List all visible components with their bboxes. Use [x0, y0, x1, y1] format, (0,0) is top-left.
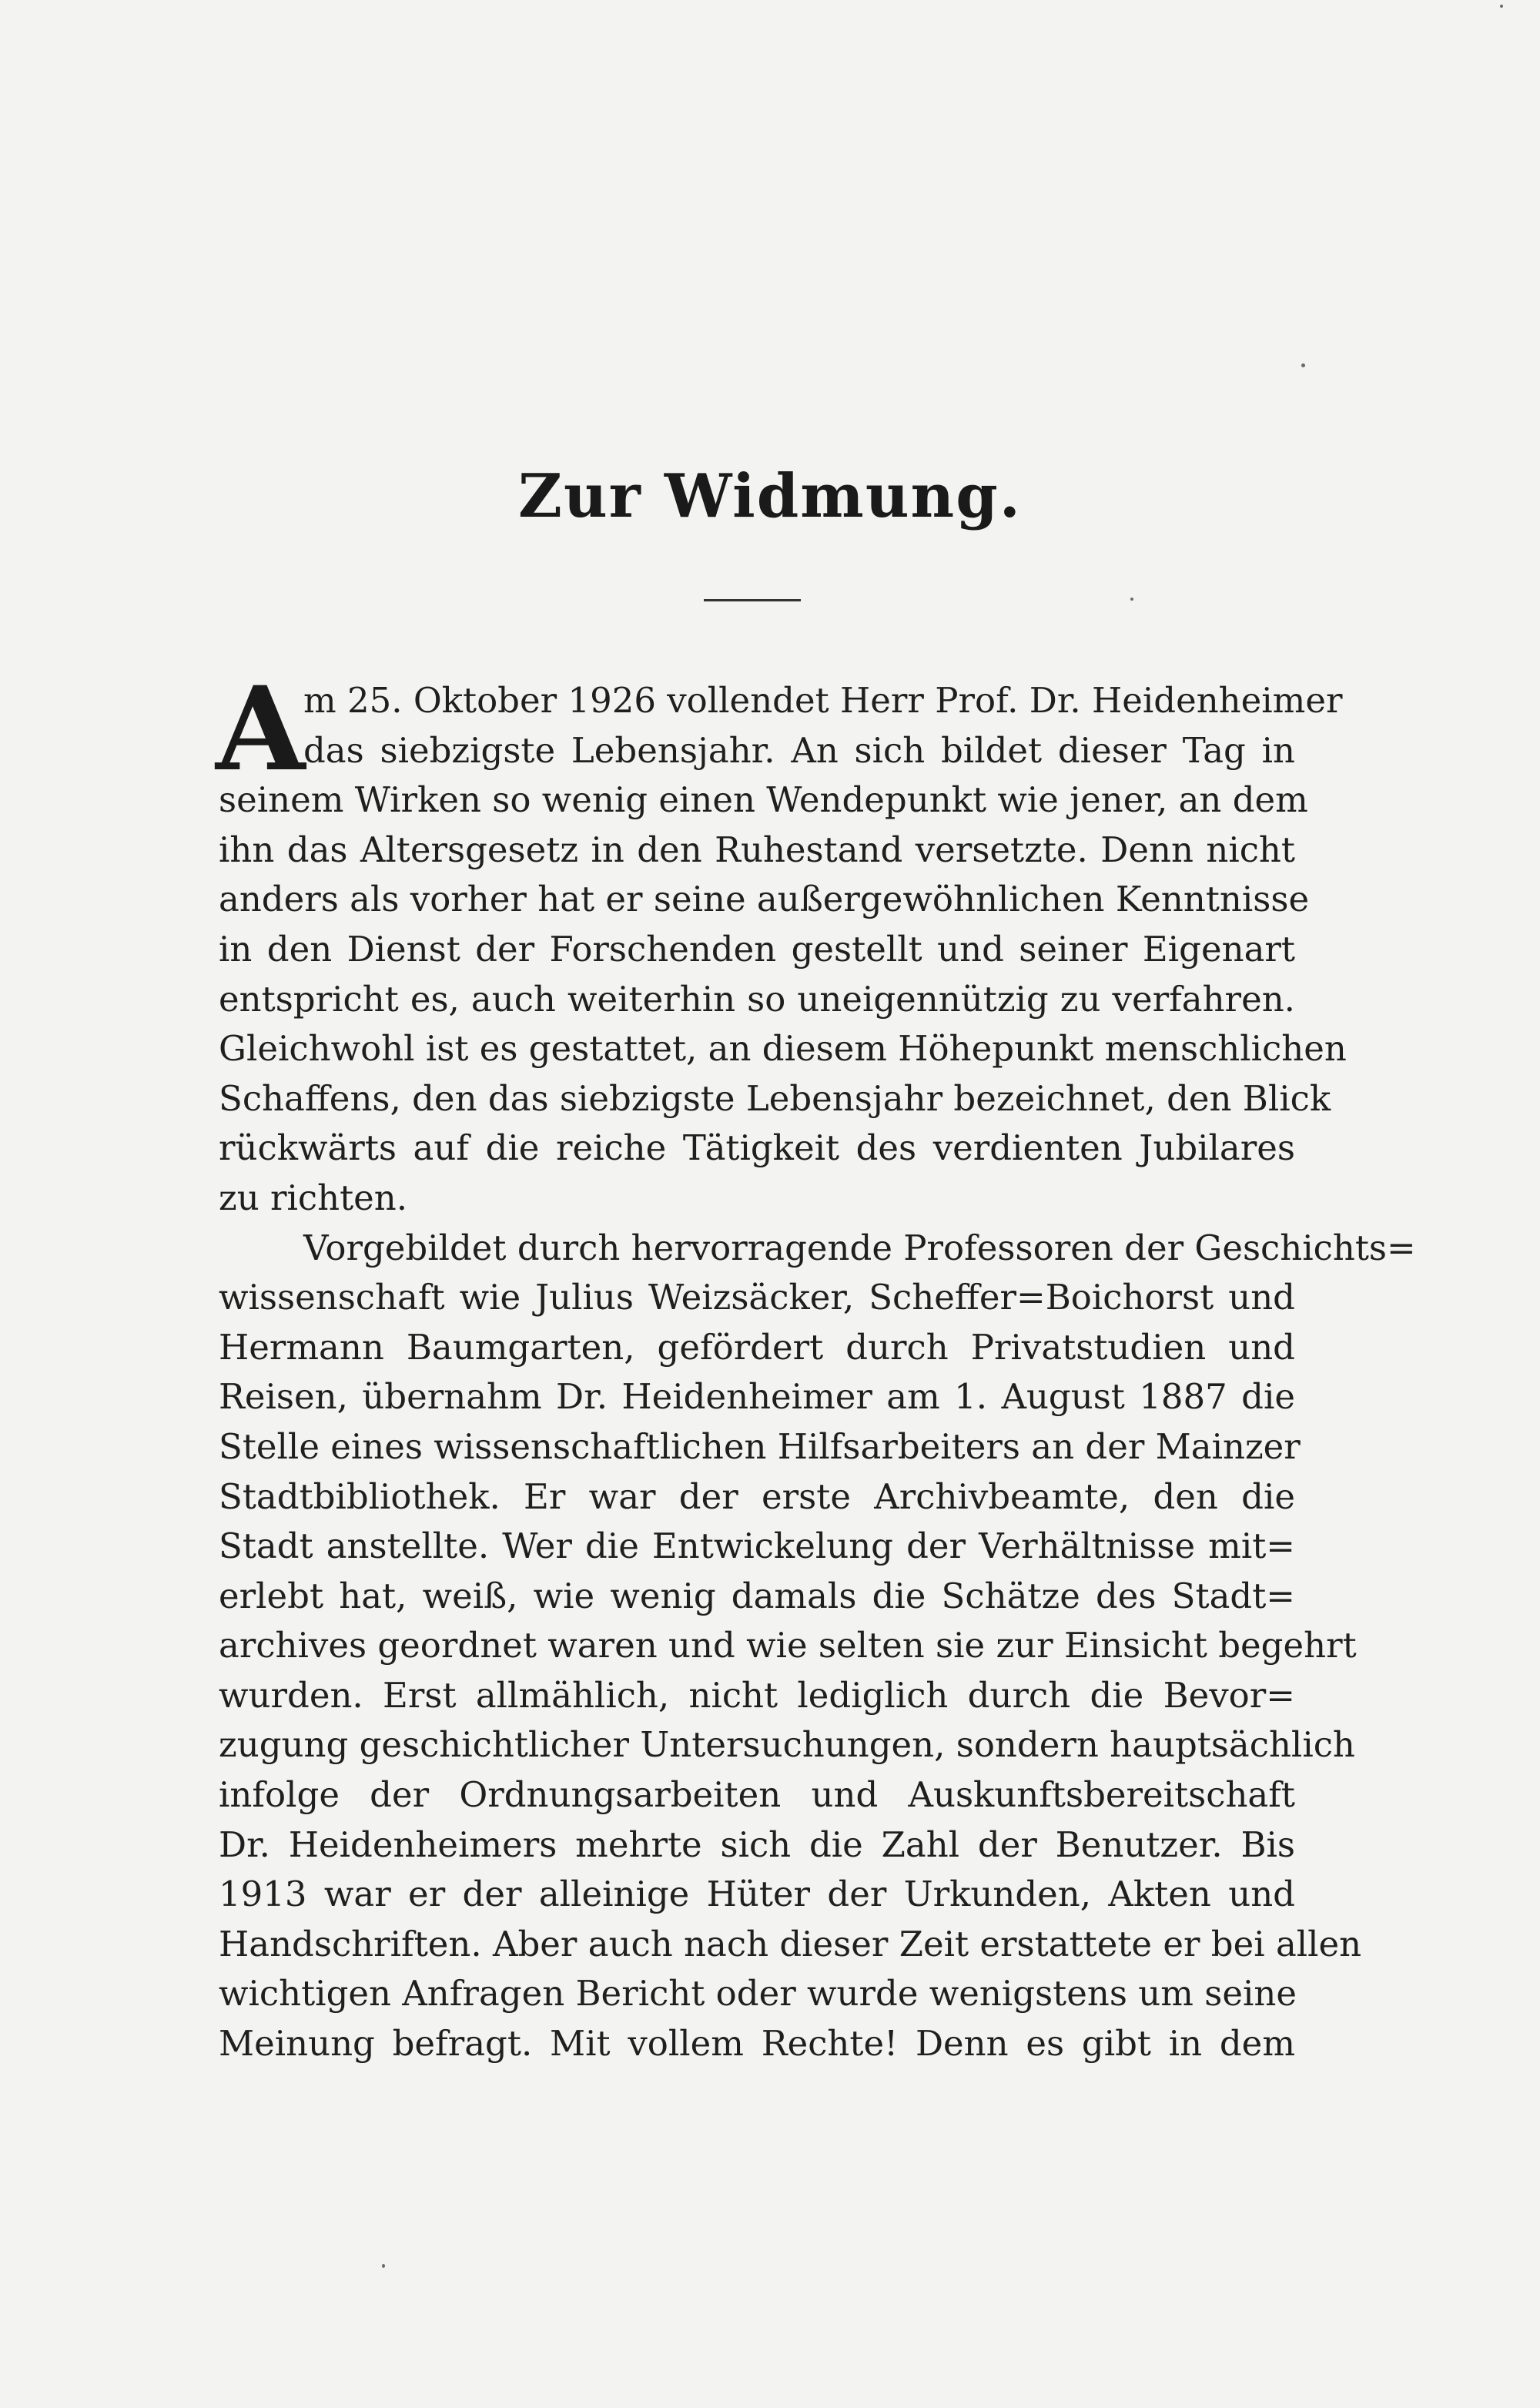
text-line: Stadtbibliothek. Er war der erste Archivbeamte, den die	[219, 1475, 1295, 1517]
text-line: zu richten.	[219, 1177, 408, 1218]
text-line: erlebt hat, weiß, wie wenig damals die Schätze des Stadt=	[219, 1575, 1295, 1616]
text-line: Schaffens, den das siebzigste Lebensjahr bezeichnet, den Blick	[219, 1077, 1331, 1119]
text-line: Handschriften. Aber auch nach dieser Zeit erstattete er bei allen	[219, 1923, 1362, 1964]
text-line: infolge der Ordnungsarbeiten und Auskunftsbereitschaft	[219, 1774, 1295, 1816]
paper-speck	[1130, 598, 1133, 601]
paper-speck	[382, 2264, 385, 2268]
text-line: archives geordnet waren und wie selten sie zur Einsicht begehrt	[219, 1625, 1357, 1666]
text-line: in den Dienst der Forschenden gestellt und seiner Eigenart	[219, 928, 1295, 970]
text-line: m 25. Oktober 1926 vollendet Herr Prof. Dr. Heidenheimer	[303, 680, 1343, 721]
page-title: Zur Widmung.	[518, 461, 1022, 531]
text-line: Meinung befragt. Mit vollem Rechte! Denn es gibt in dem	[219, 2023, 1295, 2065]
text-line: anders als vorher hat er seine außergewöhnlichen Kenntnisse	[219, 879, 1310, 920]
paper-speck	[1500, 5, 1503, 8]
text-line: 1913 war er der alleinige Hüter der Urkunden, Akten und	[219, 1874, 1295, 1915]
body-text	[216, 661, 1416, 2069]
text-line: wissenschaft wie Julius Weizsäcker, Scheffer=Boichorst und	[219, 1277, 1295, 1318]
text-line: Vorgebildet durch hervorragende Professoren der Geschichts=	[303, 1227, 1416, 1268]
text-line: entspricht es, auch weiterhin so uneigennützig zu verfahren.	[219, 978, 1295, 1020]
text-line: Reisen, übernahm Dr. Heidenheimer am 1. August 1887 die	[219, 1376, 1295, 1418]
drop-cap-initial: A	[216, 661, 306, 797]
text-line: Hermann Baumgarten, gefördert durch Privatstudien und	[219, 1326, 1295, 1368]
text-line: seinem Wirken so wenig einen Wendepunkt wie jener, an dem	[219, 779, 1308, 821]
text-line: wurden. Erst allmählich, nicht lediglich durch die Bevor=	[219, 1674, 1295, 1716]
text-line: Gleichwohl ist es gestattet, an diesem Höhepunkt menschlichen	[219, 1028, 1347, 1070]
text-line: ihn das Altersgesetz in den Ruhestand versetzte. Denn nicht	[219, 829, 1295, 870]
text-line: das siebzigste Lebensjahr. An sich bildet dieser Tag in	[303, 729, 1295, 771]
text-line: rückwärts auf die reiche Tätigkeit des verdienten Jubilares	[219, 1127, 1295, 1169]
text-line: wichtigen Anfragen Bericht oder wurde wenigstens um seine	[219, 1973, 1297, 2014]
text-line: Stadt anstellte. Wer die Entwickelung der Verhältnisse mit=	[219, 1526, 1295, 1567]
title-divider	[704, 599, 801, 601]
paper-speck	[1301, 363, 1305, 367]
text-line: Dr. Heidenheimers mehrte sich die Zahl der Benutzer. Bis	[219, 1824, 1295, 1865]
text-line: zugung geschichtlicher Untersuchungen, sondern hauptsächlich	[219, 1724, 1355, 1766]
text-line: Stelle eines wissenschaftlichen Hilfsarbeiters an der Mainzer	[219, 1425, 1301, 1467]
